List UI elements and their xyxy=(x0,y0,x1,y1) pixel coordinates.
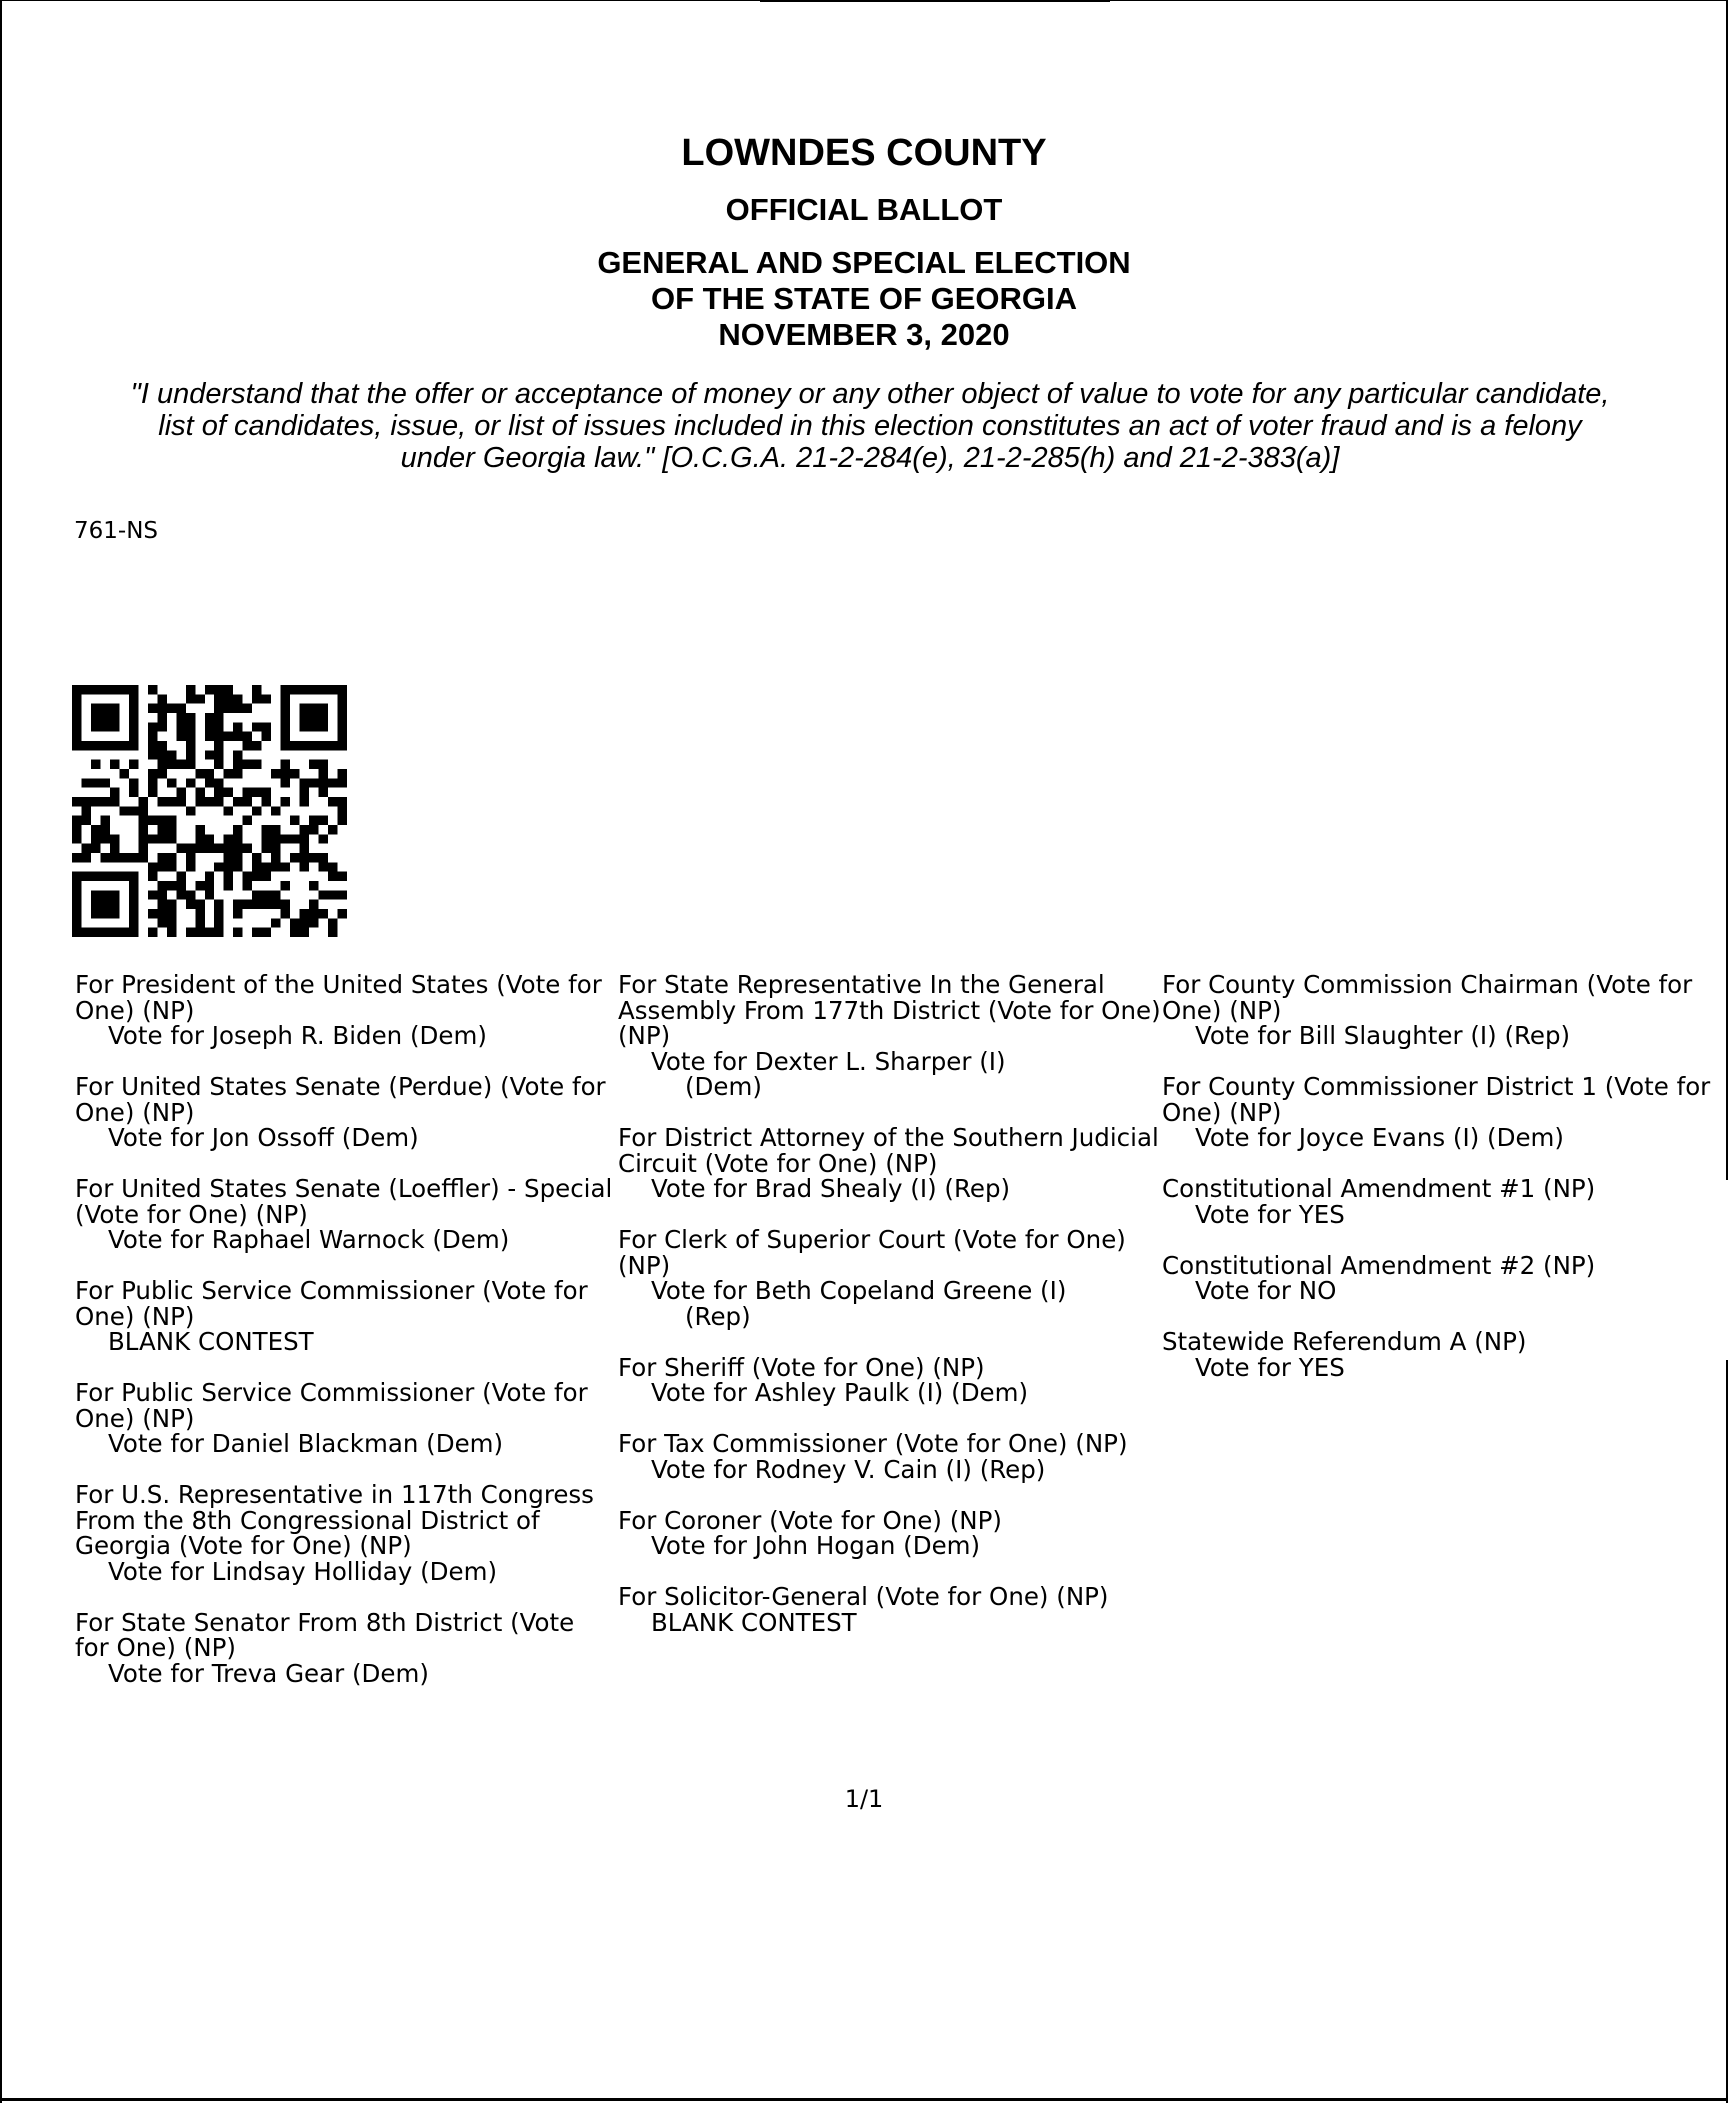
race-title: For United States Senate (Perdue) (Vote for One) (NP) xyxy=(75,1072,606,1127)
race-title: Constitutional Amendment #2 (NP) xyxy=(1162,1250,1596,1280)
oath-line-1: "I understand that the offer or acceptance of money or any other object of value to vote for any particular candidate, xyxy=(130,378,1610,410)
race-item xyxy=(75,1380,615,1457)
ballot-header xyxy=(0,128,1728,353)
race-item xyxy=(1162,1329,1722,1380)
race-selection-party: (Dem) xyxy=(685,1072,762,1101)
race-selection: BLANK CONTEST xyxy=(108,1327,314,1356)
race-item xyxy=(1162,1176,1722,1227)
race-selection: Vote for Bill Slaughter (I) (Rep) xyxy=(1195,1021,1571,1050)
ballot-title: OFFICIAL BALLOT xyxy=(725,192,1003,227)
race-selection: Vote for Jon Ossoff (Dem) xyxy=(108,1123,419,1152)
race-title: For Public Service Commissioner (Vote for One) (NP) xyxy=(75,1378,588,1433)
race-selection: BLANK CONTEST xyxy=(651,1607,857,1637)
race-selection: Vote for Raphael Warnock (Dem) xyxy=(108,1225,510,1254)
race-item xyxy=(618,1125,1163,1202)
race-title: For County Commissioner District 1 (Vote for One) (NP) xyxy=(1162,1072,1711,1127)
race-item xyxy=(618,1431,1163,1482)
race-title: For Public Service Commissioner (Vote for One) (NP) xyxy=(75,1276,588,1331)
race-item xyxy=(75,1607,615,1688)
race-item xyxy=(618,1352,1163,1407)
race-selection: Vote for Brad Shealy (I) (Rep) xyxy=(651,1174,1011,1203)
voter-fraud-oath xyxy=(70,378,1670,474)
ballot-column-1 xyxy=(75,972,615,1712)
race-item xyxy=(1162,1074,1722,1151)
race-selection: Vote for Treva Gear (Dem) xyxy=(108,1658,429,1688)
race-item xyxy=(618,972,1163,1100)
race-selection: Vote for NO xyxy=(1195,1276,1337,1305)
page-border-bottom xyxy=(0,2098,1728,2101)
race-item xyxy=(75,1176,615,1253)
race-selection: Vote for Ashley Paulk (I) (Dem) xyxy=(651,1378,1029,1407)
race-title: For Tax Commissioner (Vote for One) (NP) xyxy=(618,1429,1128,1458)
ballot-column-3 xyxy=(1162,972,1722,1406)
race-selection: Vote for Joseph R. Biden (Dem) xyxy=(108,1021,487,1050)
race-title: For Coroner (Vote for One) (NP) xyxy=(618,1505,1002,1535)
race-title: For United States Senate (Loeffler) - Special (Vote for One) (NP) xyxy=(75,1174,613,1229)
race-selection: Vote for Daniel Blackman (Dem) xyxy=(108,1429,504,1458)
race-item xyxy=(618,1227,1163,1329)
race-selection-party: (Rep) xyxy=(685,1301,751,1331)
race-item xyxy=(75,972,615,1049)
race-selection xyxy=(618,1278,1163,1329)
race-item xyxy=(1162,972,1722,1049)
race-title: For County Commission Chairman (Vote for One) (NP) xyxy=(1162,970,1693,1025)
county-title: LOWNDES COUNTY xyxy=(681,132,1047,174)
race-item xyxy=(75,1278,615,1355)
race-selection: Vote for Joyce Evans (I) (Dem) xyxy=(1195,1123,1564,1152)
race-selection xyxy=(618,1046,1163,1101)
page-border-top-segment xyxy=(760,0,1110,2)
race-title: Statewide Referendum A (NP) xyxy=(1162,1327,1527,1356)
race-title: For Clerk of Superior Court (Vote for One) (NP) xyxy=(618,1225,1126,1280)
page-number: 1/1 xyxy=(844,1785,884,1813)
race-selection: Vote for Lindsay Holliday (Dem) xyxy=(108,1556,497,1586)
race-title: For U.S. Representative in 117th Congress From the 8th Congressional District of Georgia (Vote for One) (NP) xyxy=(75,1480,594,1560)
race-selection: Vote for YES xyxy=(1195,1199,1345,1229)
race-selection: Vote for John Hogan (Dem) xyxy=(651,1531,981,1560)
ballot-style-id: 761-NS xyxy=(74,518,159,544)
race-item xyxy=(618,1584,1163,1635)
election-title xyxy=(0,245,1728,353)
race-title: For Sheriff (Vote for One) (NP) xyxy=(618,1352,985,1382)
race-title: For State Representative In the General Assembly From 177th District (Vote for One) (NP) xyxy=(618,970,1161,1050)
race-title: For President of the United States (Vote for One) (NP) xyxy=(75,970,602,1025)
race-item xyxy=(1162,1250,1722,1305)
oath-line-3: under Georgia law." [O.C.G.A. 21-2-284(e), 21-2-285(h) and 21-2-383(a)] xyxy=(400,442,1340,474)
oath-line-2: list of candidates, issue, or list of issues included in this election constitutes an act of voter fraud and is a felony xyxy=(158,410,1582,442)
race-selection-text: Vote for Beth Copeland Greene (I) xyxy=(651,1276,1067,1305)
race-selection: Vote for YES xyxy=(1195,1352,1345,1382)
ballot-column-2 xyxy=(618,972,1163,1661)
race-title: Constitutional Amendment #1 (NP) xyxy=(1162,1174,1596,1203)
race-title: For State Senator From 8th District (Vote for One) (NP) xyxy=(75,1607,575,1662)
qr-code xyxy=(72,685,347,937)
race-item xyxy=(618,1505,1163,1560)
race-selection: Vote for Rodney V. Cain (I) (Rep) xyxy=(651,1454,1046,1484)
race-title: For Solicitor-General (Vote for One) (NP) xyxy=(618,1582,1109,1611)
election-line-1: GENERAL AND SPECIAL ELECTION xyxy=(597,245,1131,280)
election-line-2: OF THE STATE OF GEORGIA xyxy=(651,281,1077,316)
race-item xyxy=(75,1482,615,1584)
race-title: For District Attorney of the Southern Judicial Circuit (Vote for One) (NP) xyxy=(618,1123,1159,1178)
race-selection-text: Vote for Dexter L. Sharper (I) xyxy=(651,1046,1006,1076)
race-item xyxy=(75,1074,615,1151)
election-date: NOVEMBER 3, 2020 xyxy=(718,317,1010,352)
